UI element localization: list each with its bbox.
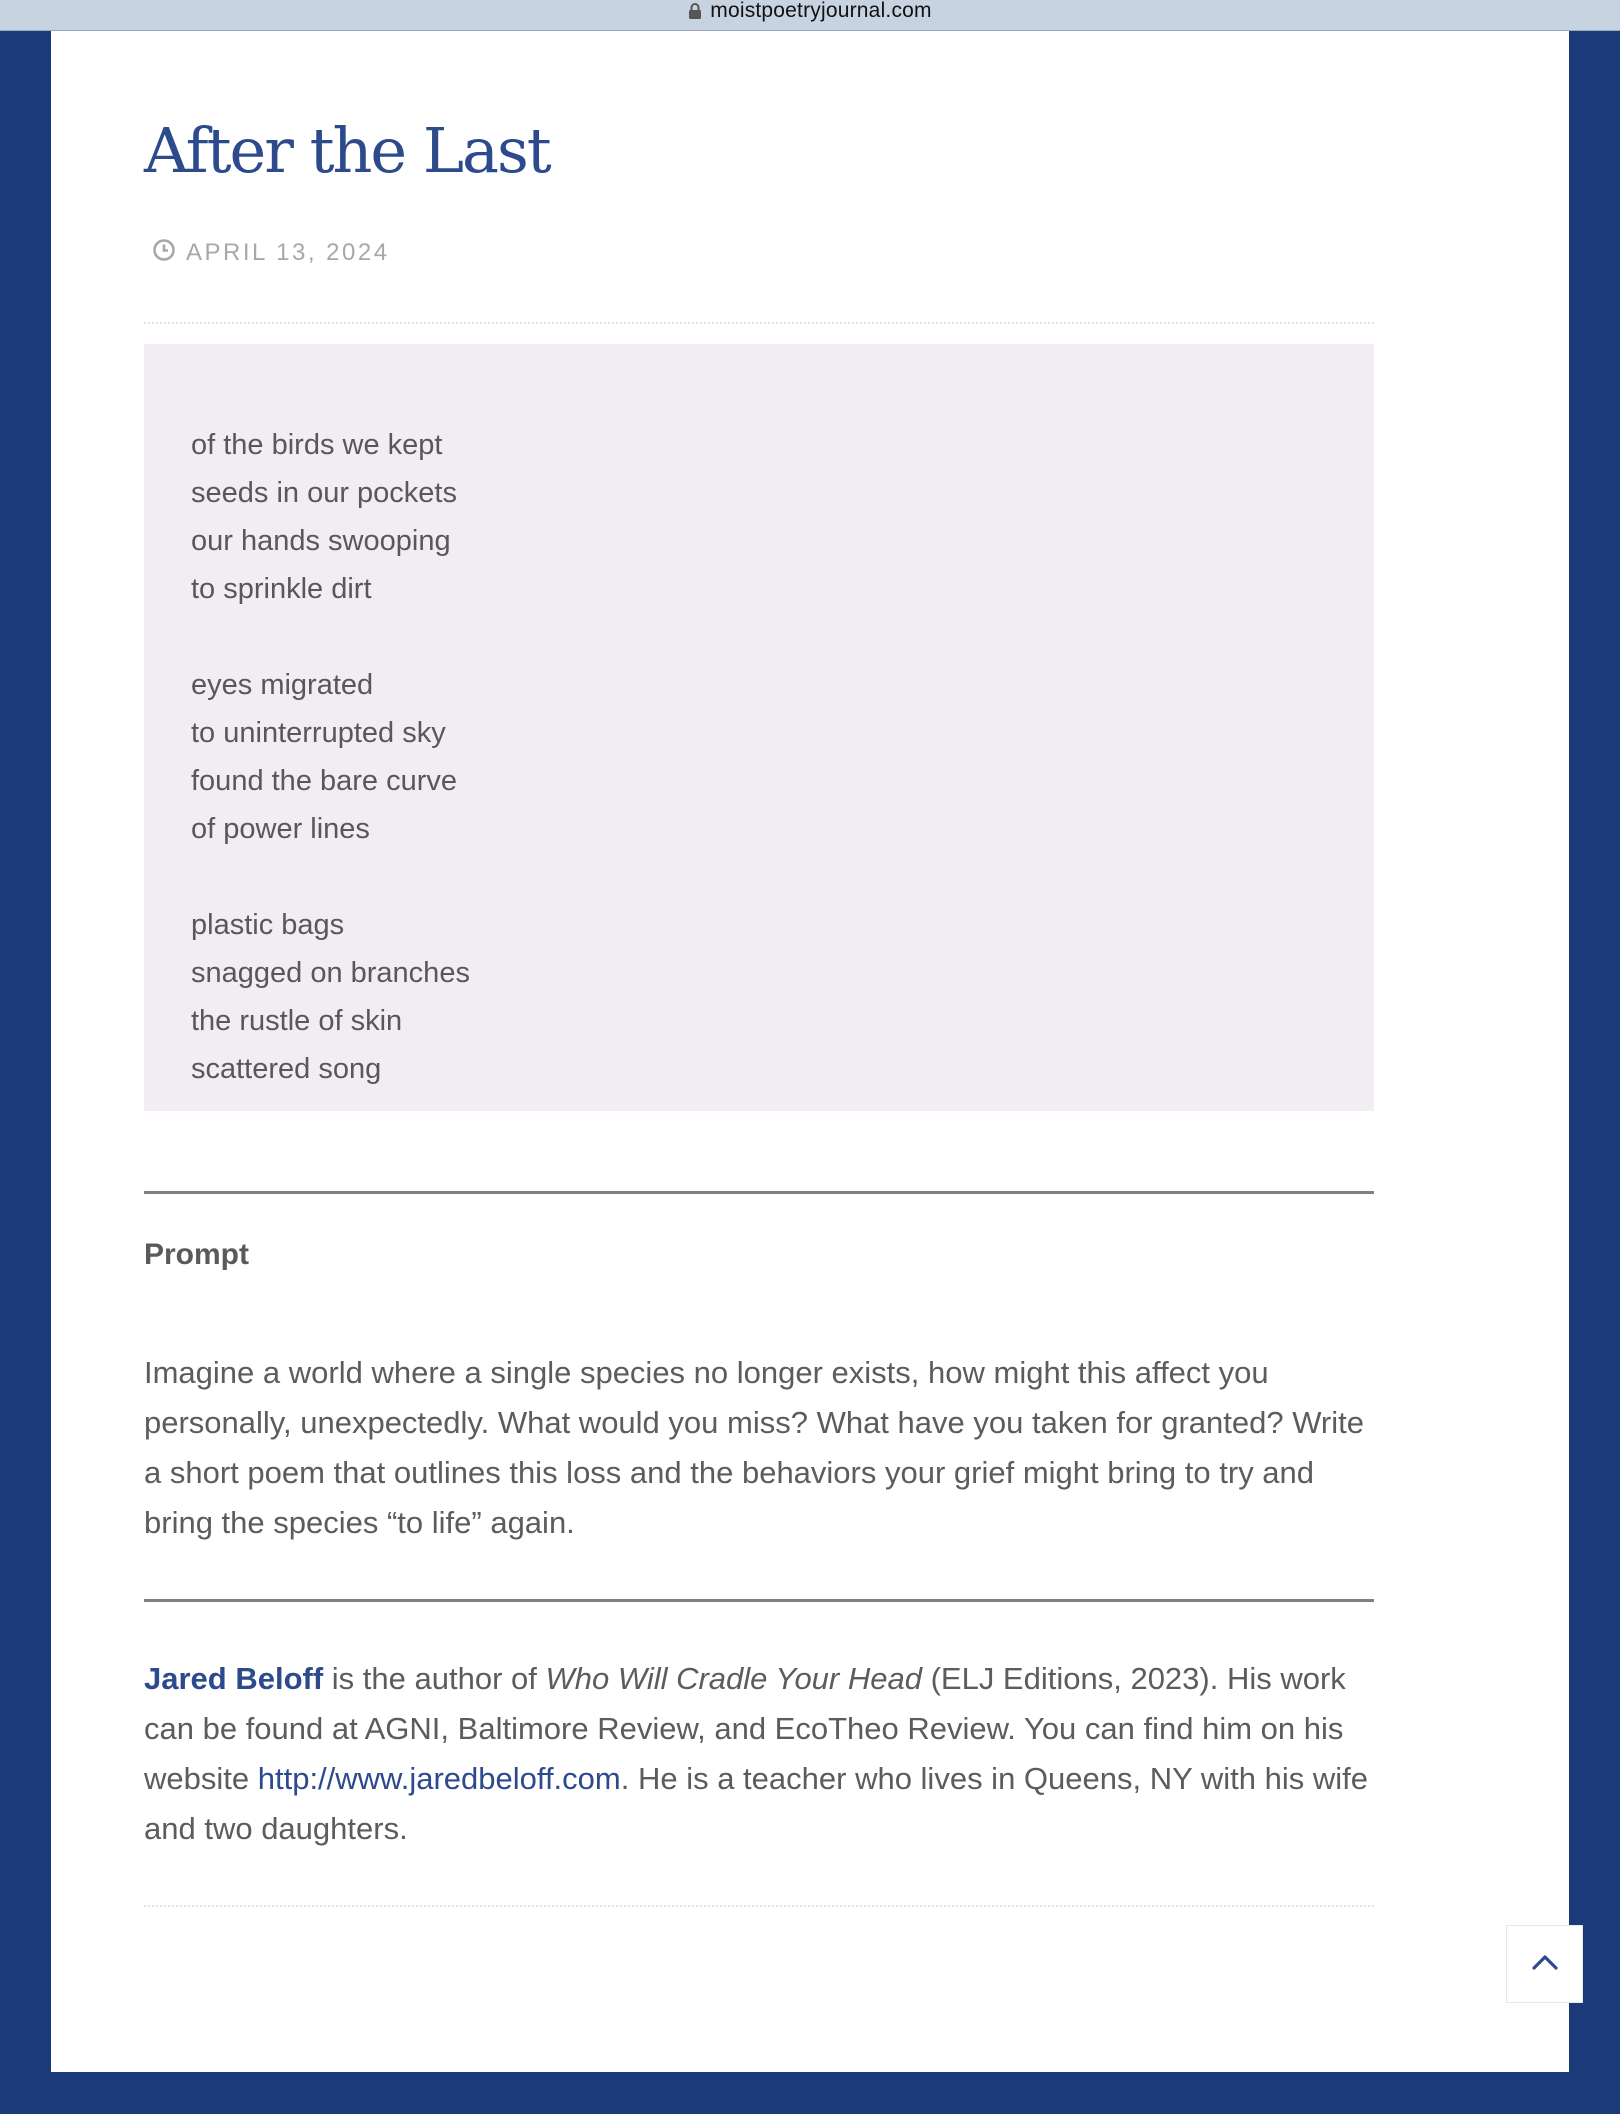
poem-stanza bbox=[191, 901, 470, 1093]
clock-icon bbox=[152, 238, 176, 267]
poem-line: seeds in our pockets bbox=[191, 477, 457, 509]
poem-stanza bbox=[191, 661, 457, 853]
divider bbox=[144, 322, 1374, 324]
page-title: After the Last bbox=[144, 114, 550, 187]
chevron-up-icon bbox=[1531, 1953, 1559, 1976]
book-title: Who Will Cradle Your Head bbox=[545, 1661, 922, 1696]
bio-text: is the author of bbox=[323, 1661, 546, 1696]
poem-line: eyes migrated bbox=[191, 669, 374, 701]
post-meta bbox=[152, 238, 390, 267]
poem-line: found the bare curve bbox=[191, 765, 458, 797]
poem-line: our hands swooping bbox=[191, 525, 451, 557]
bio-text: . He is a teacher who lives in Queens, NY with his wife and two daughters. bbox=[144, 1761, 1368, 1846]
divider bbox=[144, 1905, 1374, 1907]
bio-text: (ELJ Editions, 2023). His work can be found at AGNI, Baltimore Review, and EcoTheo Review. You can find him on his website bbox=[144, 1661, 1346, 1796]
horizontal-rule bbox=[144, 1191, 1374, 1194]
post-date: APRIL 13, 2024 bbox=[186, 238, 390, 266]
prompt-heading: Prompt bbox=[144, 1238, 249, 1271]
url-text: moistpoetryjournal.com bbox=[710, 0, 932, 22]
browser-url-bar[interactable] bbox=[0, 0, 1620, 31]
poem-line: to sprinkle dirt bbox=[191, 573, 372, 605]
poem-stanza bbox=[191, 421, 457, 613]
author-link[interactable]: Jared Beloff bbox=[144, 1661, 324, 1696]
author-bio bbox=[144, 1654, 1384, 1854]
poem-line: the rustle of skin bbox=[191, 1005, 403, 1037]
poem-line: of power lines bbox=[191, 813, 370, 845]
poem-line: scattered song bbox=[191, 1053, 382, 1085]
poem-line: plastic bags bbox=[191, 909, 345, 941]
poem-block bbox=[144, 344, 1374, 1111]
poem-line: snagged on branches bbox=[191, 957, 470, 989]
poem-line: to uninterrupted sky bbox=[191, 717, 446, 749]
back-to-top-button[interactable] bbox=[1506, 1925, 1583, 2003]
website-link[interactable]: http://www.jaredbeloff.com bbox=[257, 1761, 621, 1796]
poem-line: of the birds we kept bbox=[191, 429, 443, 461]
horizontal-rule bbox=[144, 1599, 1374, 1602]
prompt-text: Imagine a world where a single species no longer exists, how might this affect you personally, unexpectedly. What would you miss? What have you taken for granted? Write a short poem that outlines this loss and the behaviors your grief might bring to try and bring the species “to life” again. bbox=[144, 1355, 1364, 1540]
lock-icon bbox=[688, 3, 702, 19]
